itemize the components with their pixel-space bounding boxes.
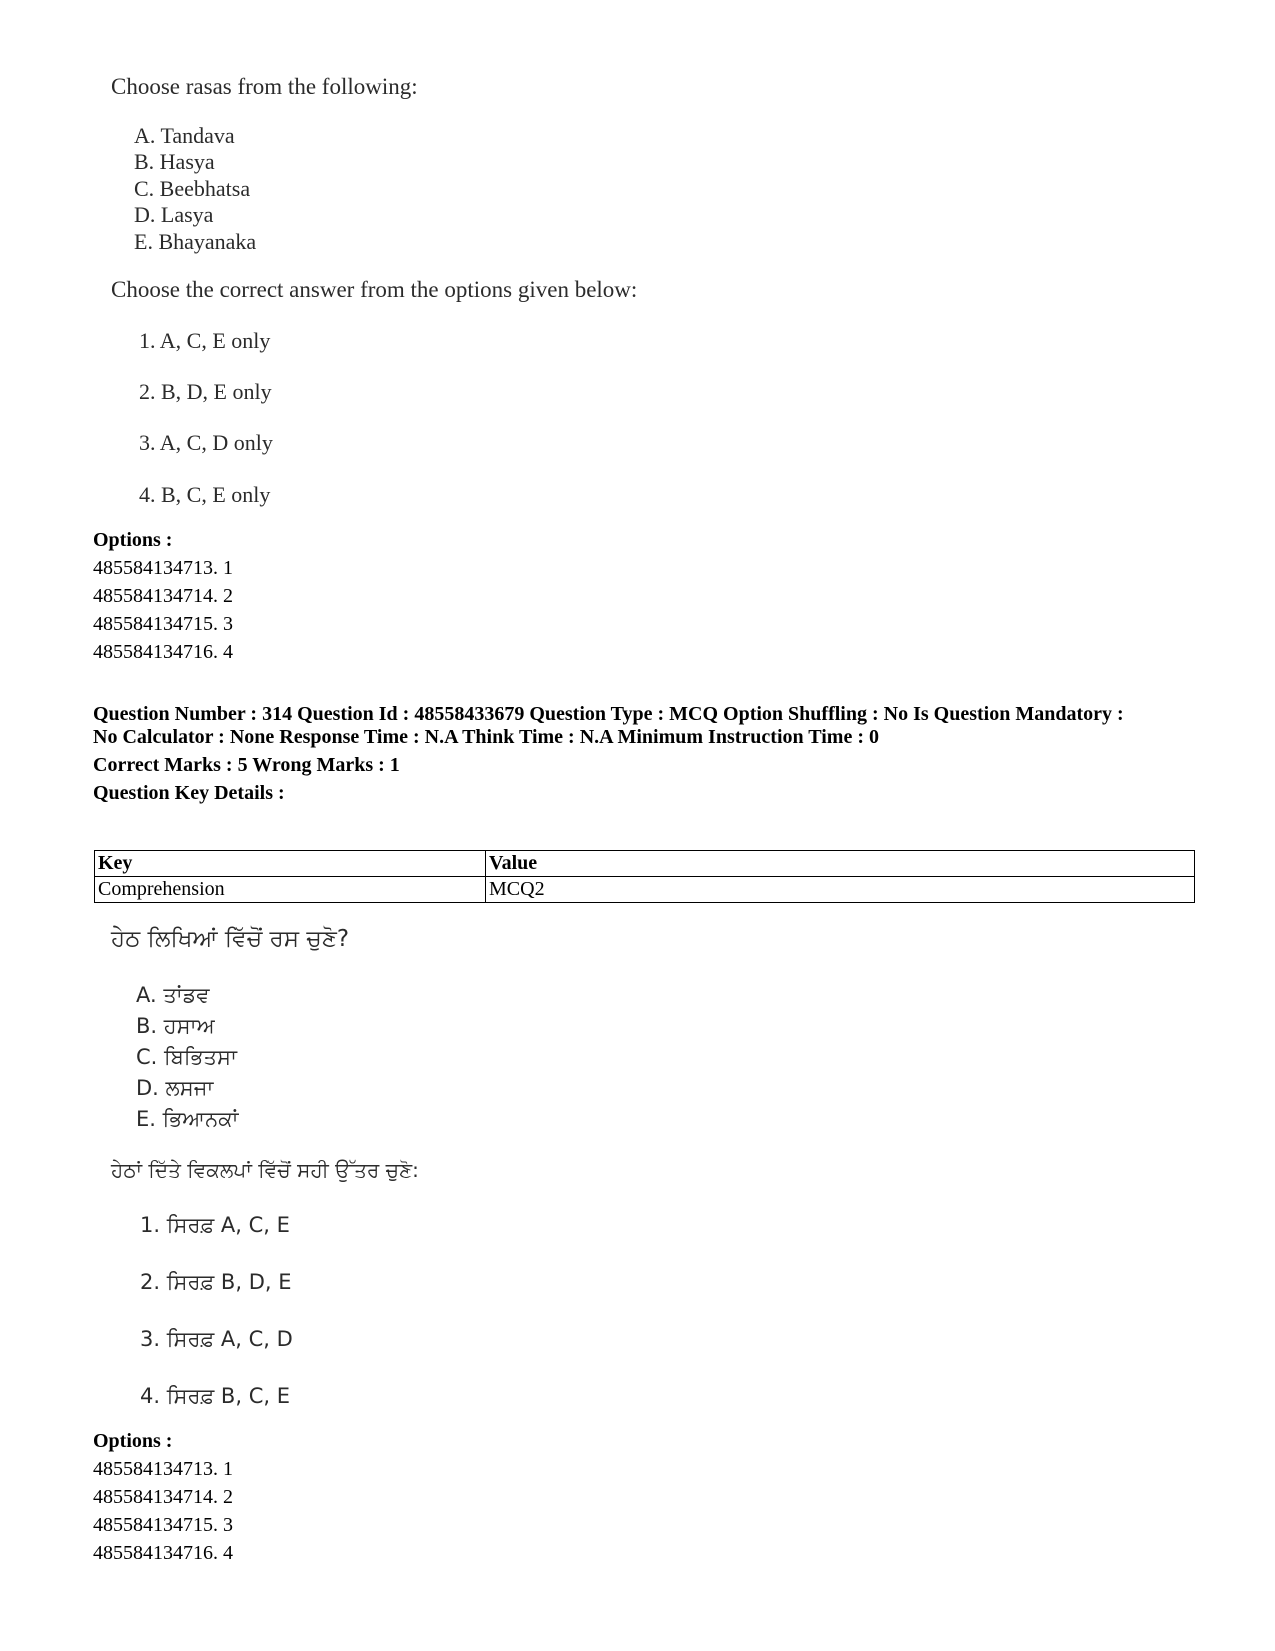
answer-choice-punjabi: 4. ਸਿਰਫ਼ B, C, E <box>140 1384 290 1408</box>
statement-item-punjabi: A. ਤਾਂਡਵ <box>136 983 210 1007</box>
options-label: Options : <box>93 1430 173 1452</box>
key-details-label: Question Key Details : <box>93 782 285 804</box>
answer-choice-punjabi: 2. ਸਿਰਫ਼ B, D, E <box>140 1270 292 1294</box>
table-header-row <box>95 851 1195 877</box>
option-id: 485584134714. 2 <box>93 1486 233 1508</box>
answer-choice: 3. A, C, D only <box>139 430 273 455</box>
table-row <box>95 877 1195 903</box>
table-header-value: Value <box>486 851 1195 877</box>
question-meta-line1: Question Number : 314 Question Id : 48558433679 Question Type : MCQ Option Shuffling : No Is Question Mandatory : <box>93 703 1124 725</box>
answer-choice: 1. A, C, E only <box>139 328 271 353</box>
answer-choice-punjabi: 3. ਸਿਰਫ਼ A, C, D <box>140 1327 293 1351</box>
question-meta-line2: No Calculator : None Response Time : N.A Think Time : N.A Minimum Instruction Time : 0 <box>93 726 879 748</box>
answer-choice-punjabi: 1. ਸਿਰਫ਼ A, C, E <box>140 1213 290 1237</box>
statement-item: A. Tandava <box>134 123 235 148</box>
table-cell-key: Comprehension <box>95 877 486 903</box>
option-id: 485584134714. 2 <box>93 585 233 607</box>
key-details-table <box>94 850 1195 903</box>
statement-item-punjabi: C. ਬਿਭਿਤਸਾ <box>136 1045 237 1069</box>
question-stem-punjabi: ਹੇਠ ਲਿਖਿਆਂ ਵਿੱਚੋਂ ਰਸ ਚੁਣੋ? <box>111 926 350 952</box>
options-label: Options : <box>93 529 173 551</box>
question-stem: Choose rasas from the following: <box>111 74 418 99</box>
answer-choice: 2. B, D, E only <box>139 379 272 404</box>
answer-choice: 4. B, C, E only <box>139 482 271 507</box>
statement-item: E. Bhayanaka <box>134 229 257 254</box>
statement-item-punjabi: B. ਹਸਾਅ <box>136 1014 215 1038</box>
table-header-key: Key <box>95 851 486 877</box>
option-id: 485584134716. 4 <box>93 1542 233 1564</box>
option-id: 485584134713. 1 <box>93 1458 233 1480</box>
table-cell-value: MCQ2 <box>486 877 1195 903</box>
option-id: 485584134716. 4 <box>93 641 233 663</box>
option-id: 485584134715. 3 <box>93 1514 233 1536</box>
marks-line: Correct Marks : 5 Wrong Marks : 1 <box>93 754 400 776</box>
statement-item: B. Hasya <box>134 149 215 174</box>
statement-item: D. Lasya <box>134 202 214 227</box>
option-id: 485584134713. 1 <box>93 557 233 579</box>
option-id: 485584134715. 3 <box>93 613 233 635</box>
answer-instruction-punjabi: ਹੇਠਾਂ ਦਿੱਤੇ ਵਿਕਲਪਾਂ ਵਿੱਚੋਂ ਸਹੀ ਉੱਤਰ ਚੁਣੋ: <box>111 1158 419 1182</box>
statement-item-punjabi: D. ਲਸਜਾ <box>136 1076 214 1100</box>
answer-instruction: Choose the correct answer from the options given below: <box>111 277 638 302</box>
statement-item-punjabi: E. ਭਿਆਨਕਾਂ <box>136 1107 239 1131</box>
statement-item: C. Beebhatsa <box>134 176 251 201</box>
